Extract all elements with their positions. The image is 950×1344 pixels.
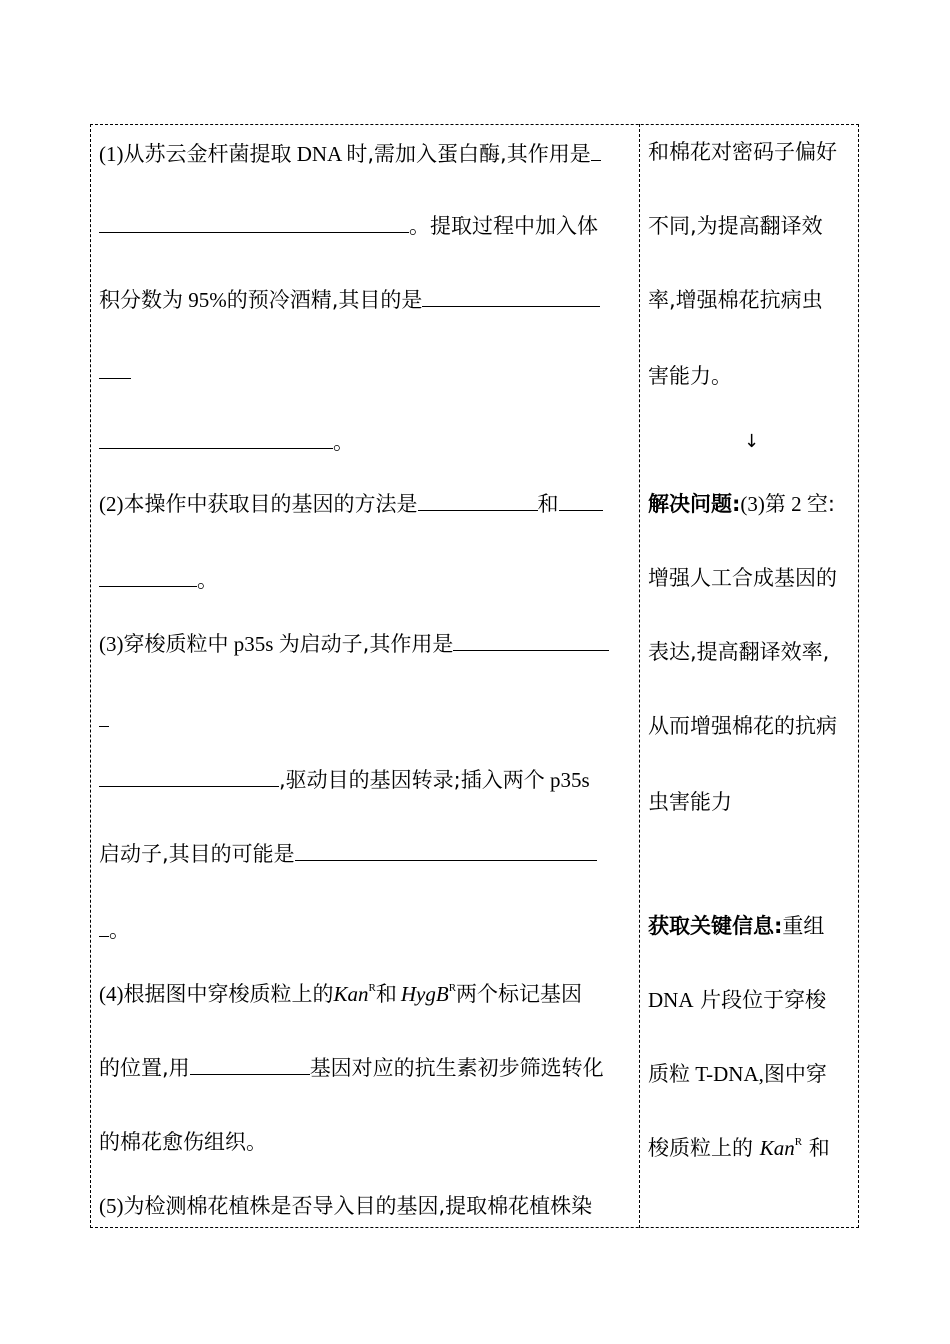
note-line-2: 不同,为提高翻译效 <box>648 214 823 238</box>
answer-blank[interactable] <box>559 490 603 511</box>
q2-line-2: 。 <box>99 566 218 594</box>
down-arrow-icon: ↓ <box>744 431 760 452</box>
note-line-8: 表达,提高翻译效率, <box>648 640 830 664</box>
q1-line-3: 积分数为 95%的预冷酒精,其目的是 <box>99 286 600 314</box>
note-line-9: 从而增强棉花的抗病 <box>648 714 837 738</box>
q1-line-2: 。提取过程中加入体 <box>99 212 598 240</box>
answer-blank[interactable] <box>453 630 609 651</box>
q3-line-2 <box>99 706 109 734</box>
answer-blank[interactable] <box>295 840 597 861</box>
note-line-14: 质粒 T-DNA,图中穿 <box>648 1062 827 1086</box>
column-divider <box>639 124 640 1228</box>
answer-blank[interactable] <box>99 566 197 587</box>
q5-line-1: (5)为检测棉花植株是否导入目的基因,提取棉花植株染 <box>99 1194 593 1218</box>
q1-line-5: 。 <box>99 428 354 456</box>
q1-line-1: (1)从苏云金杆菌提取 DNA 时,需加入蛋白酶,其作用是 <box>99 140 601 168</box>
note-line-4: 害能力。 <box>648 364 732 388</box>
answer-blank[interactable] <box>591 140 601 161</box>
note-line-1: 和棉花对密码子偏好 <box>648 140 837 164</box>
q1-line-4 <box>99 358 131 386</box>
answer-blank[interactable] <box>99 358 131 379</box>
answer-blank[interactable] <box>99 706 109 727</box>
note-line-15: 梭质粒上的 Kan$^R$ 和 <box>648 1136 830 1160</box>
q3-line-5: 。 <box>99 916 130 944</box>
answer-blank[interactable] <box>99 916 109 937</box>
q4-line-2: 的位置,用 基因对应的抗生素初步筛选转化 <box>99 1056 604 1080</box>
answer-blank[interactable] <box>418 490 538 511</box>
q2-line-1: (2)本操作中获取目的基因的方法是 和 <box>99 490 603 518</box>
q3-line-1: (3)穿梭质粒中 p35s 为启动子,其作用是 <box>99 630 609 658</box>
q3-line-4: 启动子,其目的可能是 <box>99 840 597 868</box>
q4-line-1: (4)根据图中穿梭质粒上的Kan$^R$和 HygB$^R$两个标记基因 <box>99 982 583 1006</box>
q4-line-3: 的棉花愈伤组织。 <box>99 1130 267 1154</box>
note-line-7: 增强人工合成基因的 <box>648 566 837 590</box>
answer-blank[interactable] <box>99 766 279 787</box>
note-line-6: 解决问题:(3)第 2 空: <box>648 492 835 516</box>
answer-blank[interactable] <box>99 428 333 449</box>
note-line-12: 获取关键信息:重组 <box>648 914 825 938</box>
note-line-10: 虫害能力 <box>648 790 732 814</box>
note-line-13: DNA 片段位于穿梭 <box>648 988 827 1012</box>
answer-blank[interactable] <box>190 1054 310 1075</box>
answer-blank[interactable] <box>422 286 600 307</box>
q3-line-3: ,驱动目的基因转录;插入两个 p35s <box>99 766 590 794</box>
note-line-3: 率,增强棉花抗病虫 <box>648 288 823 312</box>
answer-blank[interactable] <box>99 212 409 233</box>
